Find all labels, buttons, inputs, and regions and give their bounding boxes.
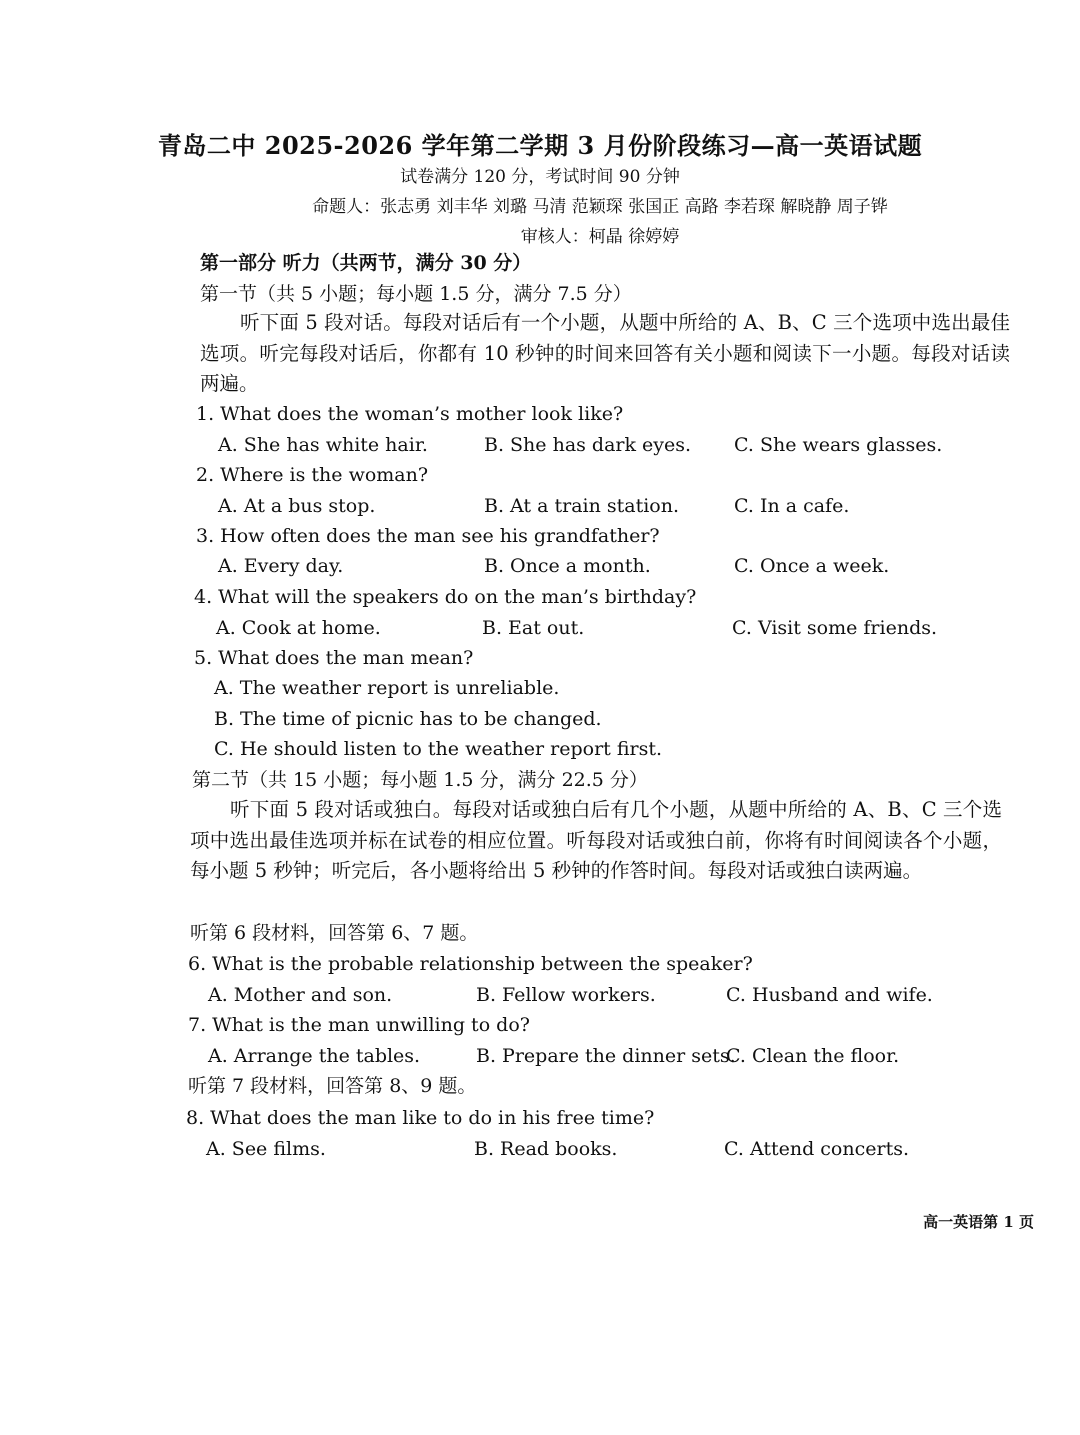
score-time-note: 试卷满分 120 分，考试时间 90 分钟	[400, 167, 680, 187]
q6-option-b: B. Fellow workers.	[476, 984, 656, 1006]
q2-option-a: A. At a bus stop.	[218, 495, 376, 517]
q4-option-b: B. Eat out.	[482, 617, 585, 639]
q1-option-b: B. She has dark eyes.	[484, 434, 692, 456]
q4-option-a: A. Cook at home.	[216, 617, 381, 639]
q5-option-b: B. The time of picnic has to be changed.	[214, 708, 602, 730]
question-6: 6. What is the probable relationship between the speaker?	[188, 953, 753, 975]
question-5: 5. What does the man mean?	[194, 647, 474, 669]
section2-heading: 第二节（共 15 小题；每小题 1.5 分，满分 22.5 分）	[192, 769, 648, 791]
question-7: 7. What is the man unwilling to do?	[188, 1014, 530, 1036]
q1-option-a: A. She has white hair.	[218, 434, 428, 456]
q7-option-c: C. Clean the floor.	[726, 1045, 900, 1067]
q5-option-c: C. He should listen to the weather report first.	[214, 738, 663, 760]
section1-instructions: 听下面 5 段对话。每段对话后有一个小题，从题中所给的 A、B、C 三个选项中选出最佳选项。听完每段对话后，你都有 10 秒钟的时间来回答有关小题和阅读下一小题。每段对话读两遍。	[200, 311, 1010, 395]
question-3: 3. How often does the man see his grandfather?	[196, 525, 660, 547]
question-2: 2. Where is the woman?	[196, 464, 429, 486]
q8-option-a: A. See films.	[206, 1138, 326, 1160]
q7-option-b: B. Prepare the dinner sets.	[476, 1045, 736, 1067]
material-7-note: 听第 7 段材料，回答第 8、9 题。	[188, 1075, 477, 1097]
q3-option-c: C. Once a week.	[734, 555, 890, 577]
material-6-note: 听第 6 段材料，回答第 6、7 题。	[190, 922, 479, 944]
authors-line: 命题人：张志勇 刘丰华 刘璐 马清 范颖琛 张国正 高路 李若琛 解晓静 周子铧	[312, 197, 888, 217]
q2-option-c: C. In a cafe.	[734, 495, 850, 517]
q6-option-c: C. Husband and wife.	[726, 984, 933, 1006]
section1-heading: 第一节（共 5 小题；每小题 1.5 分，满分 7.5 分）	[200, 283, 632, 305]
question-1: 1. What does the woman’s mother look like?	[196, 403, 624, 425]
section2-instructions: 听下面 5 段对话或独白。每段对话或独白后有几个小题，从题中所给的 A、B、C 三个选项中选出最佳选项并标在试卷的相应位置。听每段对话或独白前，你将有时间阅读各个小题，每小题 5 秒钟；听完后，各小题将给出 5 秒钟的作答时间。每段对话或独白读两遍。	[190, 798, 1002, 882]
q8-option-b: B. Read books.	[474, 1138, 618, 1160]
part1-heading: 第一部分 听力（共两节，满分 30 分）	[200, 252, 532, 274]
exam-title: 青岛二中 2025-2026 学年第二学期 3 月份阶段练习—高一英语试题	[157, 131, 923, 160]
q5-option-a: A. The weather report is unreliable.	[214, 677, 560, 699]
q6-option-a: A. Mother and son.	[208, 984, 393, 1006]
q2-option-b: B. At a train station.	[484, 495, 680, 517]
question-4: 4. What will the speakers do on the man’s birthday?	[194, 586, 697, 608]
q3-option-a: A. Every day.	[218, 555, 344, 577]
q1-option-c: C. She wears glasses.	[734, 434, 943, 456]
q8-option-c: C. Attend concerts.	[724, 1138, 909, 1160]
q7-option-a: A. Arrange the tables.	[208, 1045, 421, 1067]
reviewers-line: 审核人：柯晶 徐婷婷	[520, 227, 680, 247]
q3-option-b: B. Once a month.	[484, 555, 651, 577]
q4-option-c: C. Visit some friends.	[732, 617, 938, 639]
page-footer: 高一英语第 1 页	[923, 1213, 1034, 1231]
question-8: 8. What does the man like to do in his free time?	[186, 1107, 655, 1129]
